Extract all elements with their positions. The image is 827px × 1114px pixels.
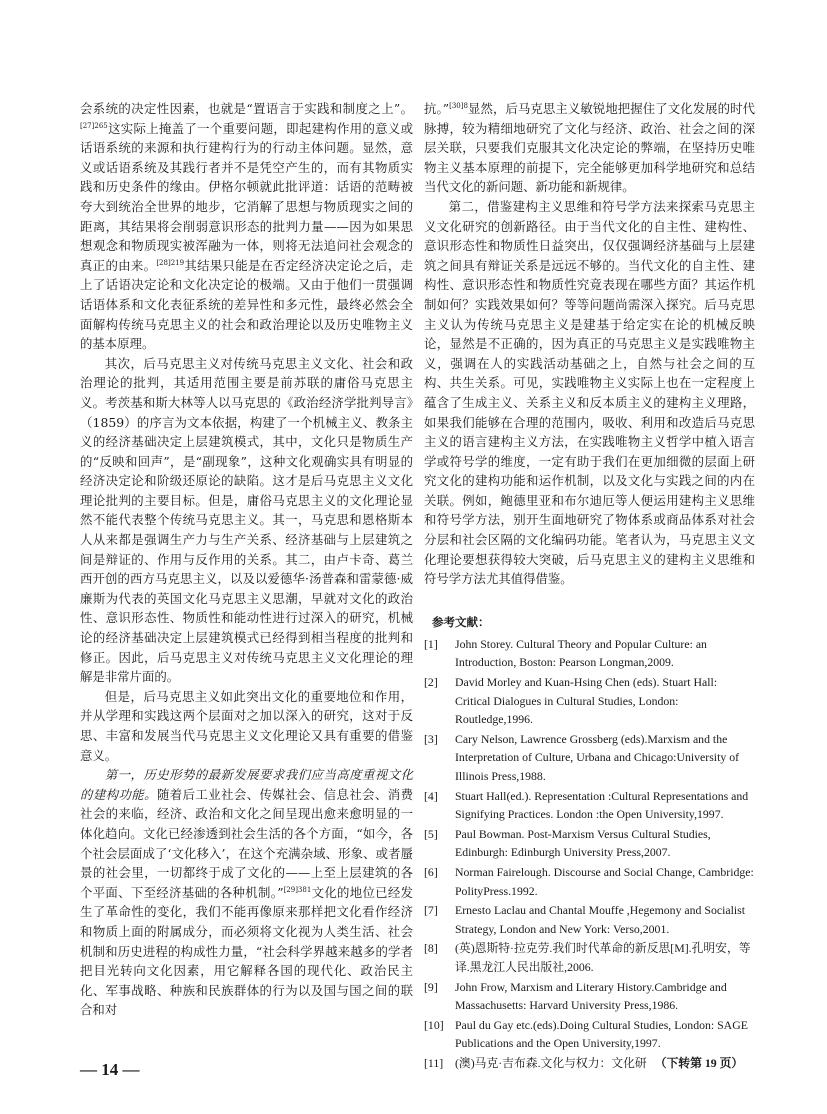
reference-text: Norman Fairelough. Discourse and Social Change, Cambridge: PolityPress.1992.: [455, 864, 754, 898]
paragraph-lead: 第一，历史形势的最新发展要求我们应当高度重视文化的建构功能。: [80, 767, 413, 802]
reference-number: [6]: [424, 864, 438, 879]
reference-text: Paul Bowman. Post-Marxism Versus Cultural Studies, Edinburgh: Edinburgh University Press,2007.: [455, 826, 711, 860]
paragraph-text: 会系统的决定性因素，也就是“置语言于实践和制度之上”。: [80, 101, 413, 116]
reference-item: [424, 1054, 755, 1073]
reference-text: (英)恩斯特·拉克劳.我们时代革命的新反思[M].孔明安，等译.黑龙江人民出版社,2006.: [455, 941, 751, 974]
paragraph: [80, 99, 413, 354]
reference-text: Stuart Hall(ed.). Representation :Cultural Representations and Signifying Practices. London :the Open University,1997.: [455, 788, 749, 822]
reference-number: [4]: [424, 788, 438, 803]
reference-text: David Morley and Kuan-Hsing Chen (eds). Stuart Hall: Critical Dialogues in Cultural Studies, London: Routledge,1996.: [455, 675, 718, 727]
reference-text: Paul du Gay etc.(eds).Doing Cultural Studies, London: SAGE Publications and the Open University,1997.: [455, 1017, 748, 1051]
reference-number: [2]: [424, 675, 438, 690]
reference-item: [424, 901, 755, 938]
page-number: — 14 —: [80, 1060, 140, 1079]
reference-item: [424, 978, 755, 1015]
reference-text: Cary Nelson, Lawrence Grossberg (eds).Marxism and the Interpretation of Culture, Urbana and Chicago:University of Illinois Press,1988.: [455, 731, 740, 783]
reference-item: [424, 863, 755, 900]
paragraph-text: 抗。”: [424, 101, 450, 116]
paragraph: [424, 99, 755, 197]
paragraph: [80, 687, 413, 765]
paragraph-text: 但是，后马克思主义如此突出文化的重要地位和作用，并从学理和实践这两个层面对之加以深入的研究，这对于反思、丰富和发展当代马克思主义文化理论又具有重要的借鉴意义。: [80, 688, 413, 763]
paragraph: [424, 197, 755, 589]
reference-number: [8]: [424, 941, 438, 956]
reference-item: [424, 787, 755, 824]
references-list: [424, 635, 755, 1073]
paragraph-text: 显然，后马克思主义敏锐地把握住了文化发展的时代脉搏，较为精细地研究了文化与经济、政治、社会之间的深层关联，只要我们克服其文化决定论的弊端，在坚持历史唯物主义基本原理的前提下，完全能够更加科学地研究和总结当代文化的新问题、新功能和新规律。: [424, 101, 756, 195]
paragraph: [80, 354, 413, 687]
paragraph-text: 其结果只能是在否定经济决定论之后，走上了话语决定论和文化决定论的极端。又由于他们一贯强调话语体系和文化表征系统的差异性和多元性，最终必然会全面解构传统马克思主义的社会和政治理论以及历史唯物主义的基本原理。: [80, 257, 414, 352]
references-heading: 参考文献：: [432, 614, 490, 629]
citation-mark: [30]8: [449, 101, 468, 110]
reference-item: [424, 635, 755, 672]
reference-item: [424, 673, 755, 729]
reference-item: [424, 730, 755, 786]
citation-mark: [28]219: [156, 258, 185, 267]
reference-number: [1]: [424, 636, 438, 651]
continued-note: （下转第 19 页）: [654, 1055, 744, 1070]
reference-number: [5]: [424, 826, 438, 841]
paragraph-text: 第二，借鉴建构主义思维和符号学方法来探索马克思主义文化研究的创新路径。由于当代文化的自主性、建构性、意识形态性和物质性日益突出，仅仅强调经济基础与上层建筑之间具有辩证关系是远远不够的。当代文化的自主性、建构性、意识形态性和物质性究竟表现在哪些方面？其运作机制如何？实践效果如何？等等问题尚需深入探究。后马克思主义认为传统马克思主义是建基于给定实在论的机械反映论，显然是不正确的，因为真正的马克思主义是实践唯物主义，强调在人的实践活动基础之上，自然与社会之间的互构、共生关系。可见，实践唯物主义实际上也在一定程度上蕴含了生成主义、关系主义和反本质主义的建构主义理路，如果我们能够在合理的范围内，吸收、利用和改造后马克思主义的语言建构主义方法，在实践唯物主义哲学中植入语言学或符号学的维度，一定有助于我们在更加细微的层面上研究文化的建构功能和运作机制，以及文化与实践之间的内在关联。例如，鲍德里亚和布尔迪厄等人便运用建构主义思维和符号学方法，别开生面地研究了物体系或商品体系对社会分层和社会区隔的文化编码功能。笔者认为，马克思主义文化理论要想获得较大突破，后马克思主义的建构主义思维和符号学方法尤其值得借鉴。: [424, 198, 755, 587]
reference-text: John Storey. Cultural Theory and Popular Culture: an Introduction, Boston: Pearson Longman,2009.: [455, 636, 707, 670]
citation-mark: [27]265: [80, 121, 108, 130]
reference-text: John Frow, Marxism and Literary History.Cambridge and Massachusetts: Harvard University Press,1986.: [455, 979, 727, 1013]
reference-number: [3]: [424, 731, 438, 746]
reference-number: [10]: [424, 1017, 444, 1032]
reference-item: [424, 939, 755, 976]
reference-number: [11]: [424, 1055, 444, 1070]
right-column: [424, 99, 755, 1074]
paragraph: [80, 765, 413, 1020]
paragraph-text: 文化的地位已经发生了革命性的变化，我们不能再像原来那样把文化看作经济和物质上面的附属成分，而必须将文化视为人类生活、社会机制和历史进程的构成性力量，“社会科学界越来越多的学者把目光转向文化因素，用它解释各国的现代化、政治民主化、军事战略、种族和民族群体的行为以及国与国之间的联合和对: [80, 884, 414, 1018]
paragraph-text: 这实际上掩盖了一个重要问题，即起建构作用的意义或话语系统的来源和执行建构行为的行动主体问题。显然，意义或话语系统及其践行者并不是凭空产生的，而有其物质实践和历史条件的缘由。伊格尔顿就此批评道：话语的范畴被夸大到统治全世界的地步，它消解了思想与物质现实之间的距离，其结果将会削弱意识形态的批判力量——因为如果思想观念和物质现实被浑融为一体，则将无法追问社会观念的真正的由来。: [80, 120, 413, 273]
reference-number: [7]: [424, 903, 438, 918]
reference-number: [9]: [424, 979, 438, 994]
reference-text: Ernesto Laclau and Chantal Mouffe ,Hegemony and Socialist Strategy, London and New York: Verso,2001.: [455, 903, 746, 936]
citation-mark: [29]381: [283, 885, 312, 894]
reference-text: (澳)马克·吉布森.文化与权力：文化研: [455, 1055, 647, 1070]
reference-item: [424, 825, 755, 862]
reference-item: [424, 1016, 755, 1053]
paragraph-text: 随着后工业社会、传媒社会、信息社会、消费社会的来临，经济、政治和文化之间呈现出愈来愈明显的一体化趋向。文化已经渗透到社会生活的各个方面，“如今，各个社会层面成了‘文化移入’，在这个充满杂域、形象、或者蜃景的社会里，一切都终于成了文化的——上至上层建筑的各个平面、下至经济基础的各种机制。”: [80, 786, 414, 900]
paragraph-text: 其次，后马克思主义对传统马克思主义文化、社会和政治理论的批判，其适用范围主要是前苏联的庸俗马克思主义。考茨基和斯大林等人以马克思的《政治经济学批判导言》（1859）的序言为文本依据，构建了一个机械主义、教条主义的经济基础决定上层建筑模式，其中，文化只是物质生产的“反映和回声”，是“副现象”，这种文化观确实具有明显的经济决定论和阶级还原论的缺陷。这才是后马克思主义文化理论批判的主要目标。但是，庸俗马克思主义的文化理论显然不能代表整个传统马克思主义。其一，马克思和恩格斯本人从来都是强调生产力与生产关系、经济基础与上层建筑之间是辩证的、作用与反作用的关系。其二，由卢卡奇、葛兰西开创的西方马克思主义，以及以爱德华·汤普森和雷蒙德·威廉斯为代表的英国文化马克思主义思潮，早就对文化的政治性、意识形态性、物质性和能动性进行过深入的研究，机械论的经济基础决定上层建筑模式已经得到相当程度的批判和修正。因此，后马克思主义对传统马克思主义文化理论的理解是非常片面的。: [80, 355, 413, 685]
left-column: [80, 99, 413, 1020]
